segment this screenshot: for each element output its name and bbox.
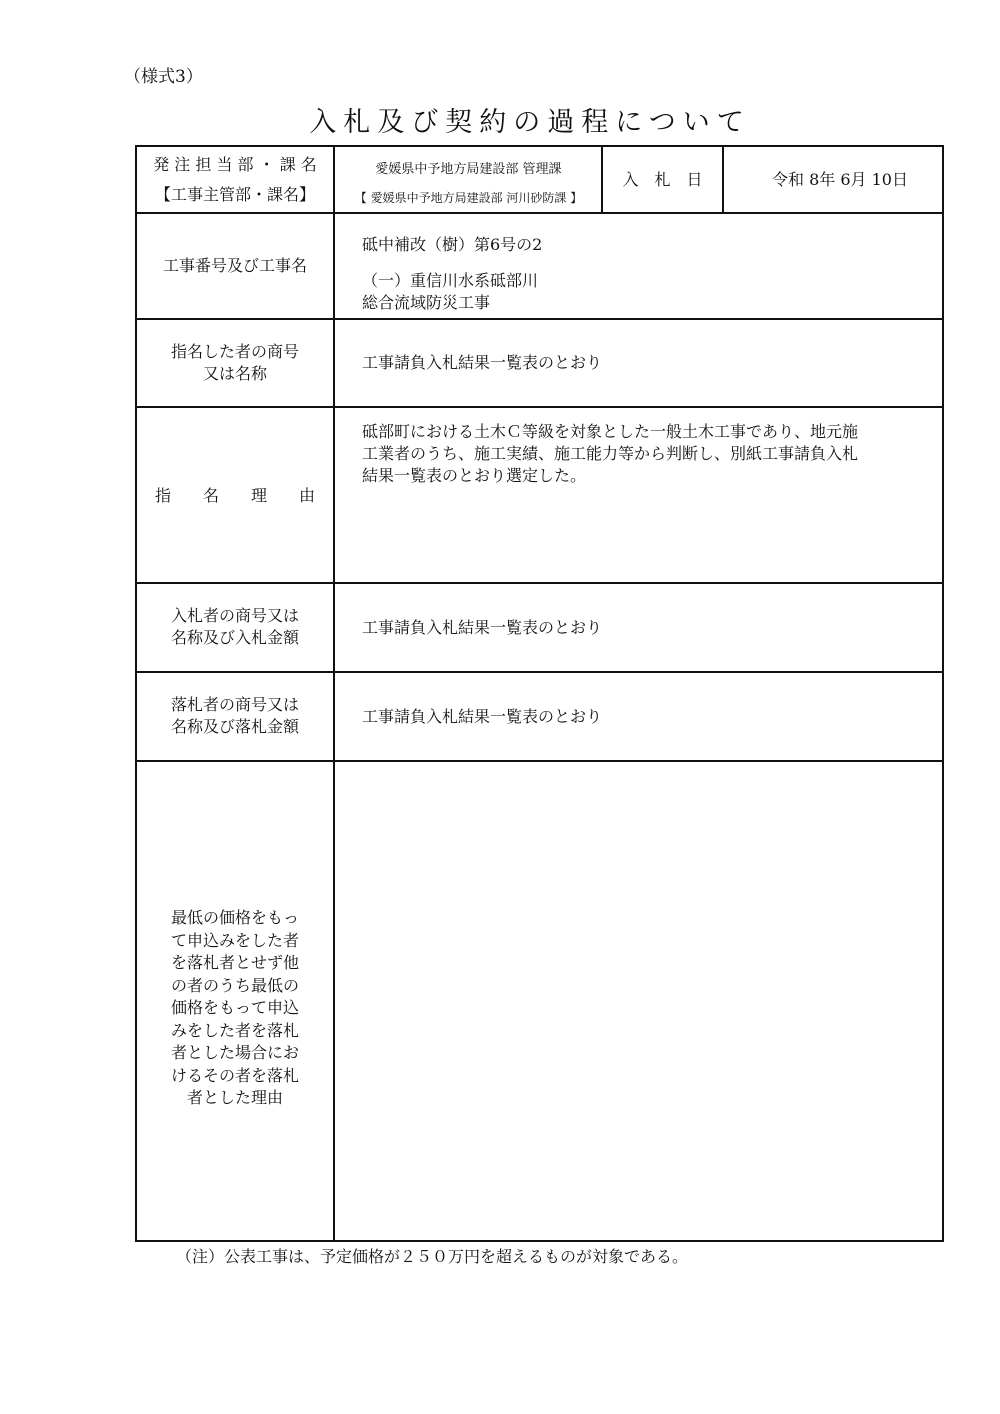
bid-date-value: 令和 8年 6月 10日 (772, 170, 908, 189)
dept-value-line2: 【 愛媛県中予地方局建設部 河川砂防課 】 (354, 191, 583, 205)
exception-label-line: みをした者を落札 (170, 1020, 299, 1040)
exception-label (137, 907, 333, 1110)
dept-value (336, 159, 601, 209)
exception-label-line: 者とした場合にお (170, 1043, 299, 1062)
nominated-label-line1: 指名した者の商号 (170, 342, 299, 361)
exception-label-line: 最低の価格をもっ (170, 908, 299, 927)
reason-line1: 砥部町における土木Ｃ等級を対象とした一般土木工事であり、地元施 (362, 422, 859, 441)
form-number: （様式3） (124, 67, 203, 87)
winner-label (137, 694, 333, 738)
row-divider (135, 582, 944, 584)
dept-label (137, 154, 333, 206)
reason-label: 指 名 理 由 (154, 486, 315, 505)
work-name-line1: （一）重信川水系砥部川 (362, 271, 539, 290)
winner-label-line2: 名称及び落札金額 (170, 717, 299, 736)
row-divider (135, 318, 944, 320)
exception-label-line: て申込みをした者 (170, 930, 299, 950)
work-name-line2: 総合流域防災工事 (362, 293, 491, 312)
reason-line2: 工業者のうち、施工実績、施工能力等から判断し、別紙工事請負入札 (362, 444, 859, 463)
nominated-label (137, 341, 333, 385)
winner-value: 工事請負入札結果一覧表のとおり (362, 707, 603, 726)
bidders-label-line1: 入札者の商号又は (170, 606, 299, 625)
row-divider (135, 212, 944, 214)
dept-value-line1: 愛媛県中予地方局建設部 管理課 (375, 162, 562, 177)
exception-label-line: 価格をもって申込 (170, 998, 299, 1017)
footnote: （注）公表工事は、予定価格が２５０万円を超えるものが対象である。 (176, 1247, 689, 1266)
work-label: 工事番号及び工事名 (162, 256, 307, 275)
nominated-value: 工事請負入札結果一覧表のとおり (362, 353, 603, 372)
column-divider (333, 145, 335, 1242)
bidders-value: 工事請負入札結果一覧表のとおり (362, 618, 603, 637)
dept-label-line2: 【工事主管部・課名】 (154, 185, 315, 204)
column-divider (722, 145, 724, 213)
work-number: 砥中補改（樹）第6号の2 (362, 235, 543, 254)
exception-label-line: けるその者を落札 (170, 1065, 299, 1085)
work-value (362, 234, 932, 314)
dept-label-line1: 発 注 担 当 部 ・ 課 名 (153, 155, 317, 174)
reason-line3: 結果一覧表のとおり選定した。 (362, 466, 587, 485)
winner-label-line1: 落札者の商号又は (170, 695, 299, 714)
bidders-label (137, 605, 333, 649)
bidders-label-line2: 名称及び入札金額 (170, 628, 299, 647)
exception-label-line: 者とした理由 (186, 1088, 283, 1107)
bid-date-label: 入 札 日 (622, 170, 703, 189)
row-divider (135, 406, 944, 408)
row-divider (135, 671, 944, 673)
row-divider (135, 760, 944, 762)
nominated-label-line2: 又は名称 (202, 364, 267, 383)
exception-label-line: の者のうち最低の (170, 975, 299, 995)
reason-value (362, 421, 942, 487)
exception-label-line: を落札者とせず他 (170, 953, 299, 972)
document-title: 入札及び契約の過程について (309, 107, 751, 138)
